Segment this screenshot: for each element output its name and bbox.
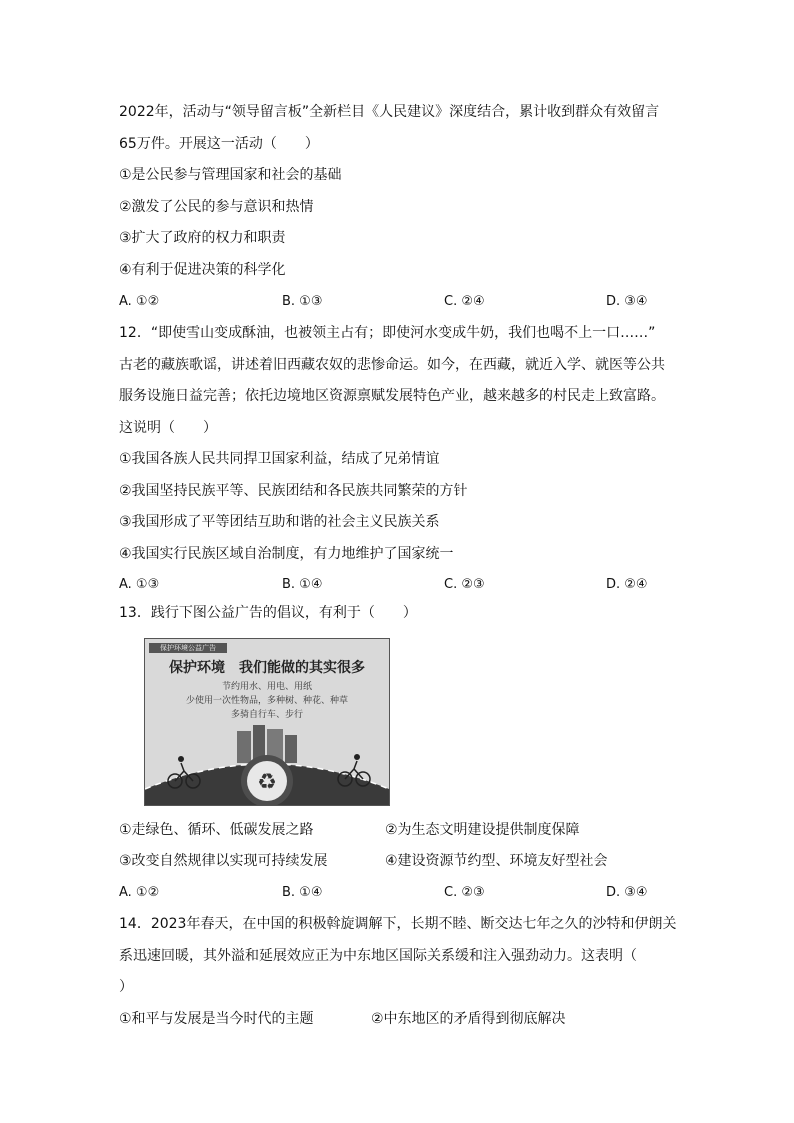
q11-stem-line2: 65万件。开展这一活动（ ） <box>119 136 319 152</box>
q11-option-c: C. ②④ <box>444 294 485 309</box>
svg-text:♻: ♻ <box>257 770 277 795</box>
q14-stem-line3: ） <box>119 979 133 995</box>
q12-option-a: A. ①③ <box>119 577 160 592</box>
poster-tag: 保护环境公益广告 <box>149 643 227 653</box>
q12-stem-line3: 服务设施日益完善；依托边境地区资源禀赋发展特色产业，越来越多的村民走上致富路。 <box>119 388 665 404</box>
q13-option-d: D. ③④ <box>606 885 648 900</box>
q13-stem: 13．践行下图公益广告的倡议，有利于（ ） <box>119 605 417 621</box>
q13-option-c: C. ②③ <box>444 885 485 900</box>
poster-line-2: 少使用一次性物品，多种树、种花、种草 <box>185 696 348 706</box>
q13-item-1: ①走绿色、循环、低碳发展之路 <box>119 822 314 838</box>
q11-option-d: D. ③④ <box>606 294 648 309</box>
q13-item-2: ②为生态文明建设提供制度保障 <box>385 822 580 838</box>
q11-stem-line1: 2022年，活动与“领导留言板”全新栏目《人民建议》深度结合，累计收到群众有效留言 <box>119 104 660 120</box>
q11-item-2: ②激发了公民的参与意识和热情 <box>119 199 314 215</box>
q14-stem-line1: 14．2023年春天，在中国的积极斡旋调解下，长期不睦、断交达七年之久的沙特和伊朗关 <box>119 916 677 932</box>
q13-option-a: A. ①② <box>119 885 160 900</box>
q14-stem-line2: 系迅速回暖，其外溢和延展效应正为中东地区国际关系缓和注入强劲动力。这表明（ <box>119 948 637 964</box>
q12-item-1: ①我国各族人民共同捍卫国家利益，结成了兄弟情谊 <box>119 451 440 467</box>
q12-item-2: ②我国坚持民族平等、民族团结和各民族共同繁荣的方针 <box>119 483 468 499</box>
q12-stem-line1: 12．“即使雪山变成酥油，也被领主占有；即使河水变成牛奶，我们也喝不上一口……” <box>119 325 656 341</box>
q12-stem-line4: 这说明（ ） <box>119 420 217 436</box>
q12-stem-line2: 古老的藏族歌谣，讲述着旧西藏农奴的悲惨命运。如今，在西藏，就近入学、就医等公共 <box>119 357 665 373</box>
q11-item-1: ①是公民参与管理国家和社会的基础 <box>119 167 342 183</box>
q14-item-2: ②中东地区的矛盾得到彻底解决 <box>371 1011 566 1027</box>
q12-option-c: C. ②③ <box>444 577 485 592</box>
poster-title: 保护环境 我们能做的其实很多 <box>169 660 365 676</box>
poster-line-3: 多骑自行车、步行 <box>230 710 303 720</box>
q13-item-3: ③改变自然规律以实现可持续发展 <box>119 853 328 869</box>
q11-item-3: ③扩大了政府的权力和职责 <box>119 230 286 246</box>
poster-line-1: 节约用水、用电、用纸 <box>221 682 312 692</box>
public-service-ad-poster <box>144 638 390 806</box>
q12-option-b: B. ①④ <box>282 577 323 592</box>
q12-item-3: ③我国形成了平等团结互助和谐的社会主义民族关系 <box>119 514 440 530</box>
q12-item-4: ④我国实行民族区域自治制度，有力地维护了国家统一 <box>119 546 454 562</box>
q12-option-d: D. ②④ <box>606 577 648 592</box>
q11-option-b: B. ①③ <box>282 294 323 309</box>
q11-option-a: A. ①② <box>119 294 160 309</box>
q11-item-4: ④有利于促进决策的科学化 <box>119 262 286 278</box>
q14-item-1: ①和平与发展是当今时代的主题 <box>119 1011 314 1027</box>
q13-option-b: B. ①④ <box>282 885 323 900</box>
q13-item-4: ④建设资源节约型、环境友好型社会 <box>385 853 608 869</box>
